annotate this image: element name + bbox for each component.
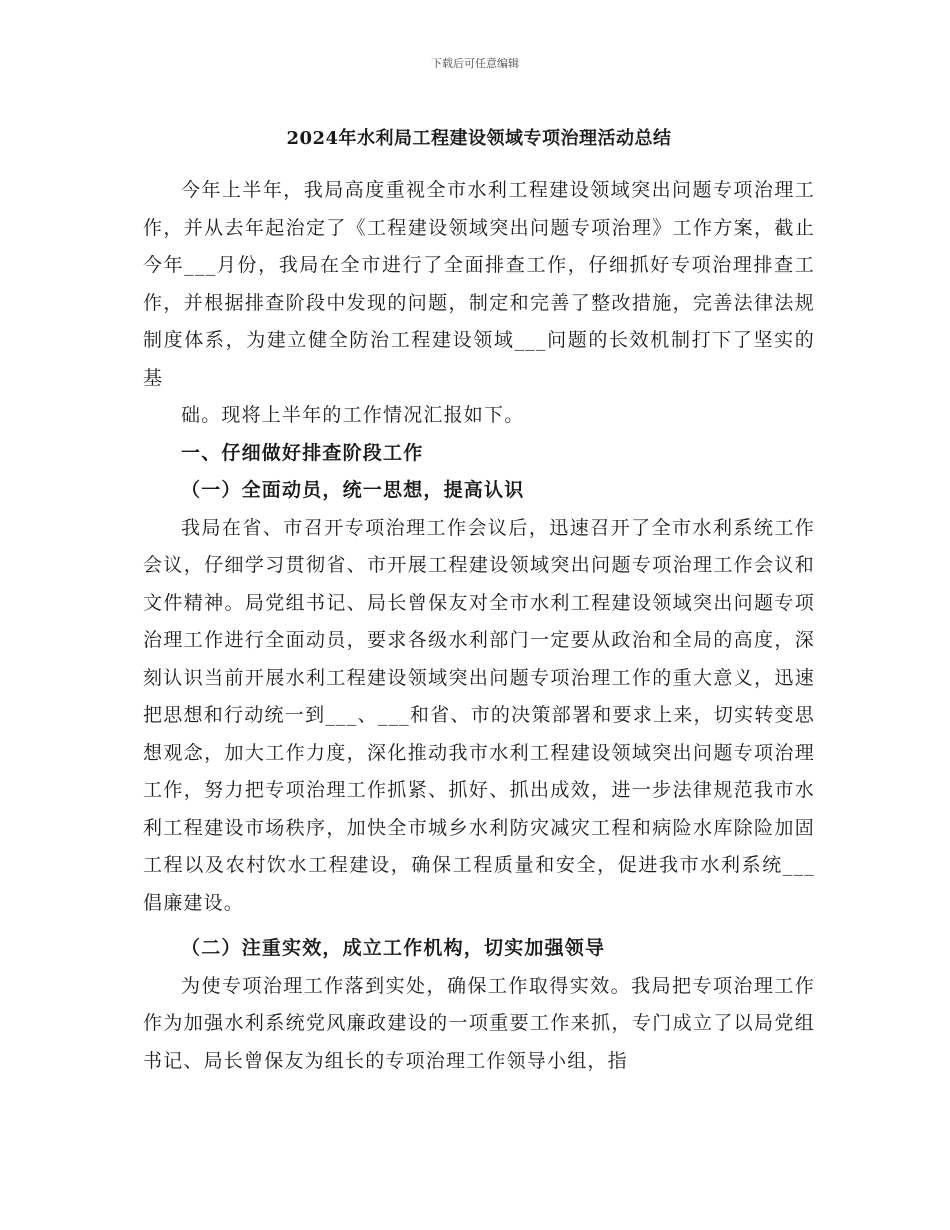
subsection-2-paragraph: 为使专项治理工作落到实处，确保工作取得实效。我局把专项治理工作作为加强水利系统党风廉政建设的一项重要工作来抓，专门成立了以局党组书记、局长曾保友为组长的专项治理工作领导小组，指 <box>143 974 815 1072</box>
subsection-heading-1: （一）全面动员，统一思想，提高认识 <box>181 479 525 501</box>
intro-continuation: 础。现将上半年的工作情况汇报如下。 <box>181 404 525 426</box>
document-title: 2024年水利局工程建设领域专项治理活动总结 <box>286 128 672 149</box>
page-header-note: 下载后可任意编辑 <box>431 57 519 70</box>
document-body <box>143 124 815 1080</box>
intro-paragraph: 今年上半年，我局高度重视全市水利工程建设领域突出问题专项治理工作，并从去年起治定了《工程建设领域突出问题专项治理》工作方案，截止今年___月份，我局在全市进行了全面排查工作，仔细抓好专项治理排查工作，并根据排查阶段中发现的问题，制定和完善了整改措施，完善法律法规制度体系，为建立健全防治工程建设领域___问题的长效机制打下了坚实的基 <box>143 179 815 389</box>
subsection-1-paragraph: 我局在省、市召开专项治理工作会议后，迅速召开了全市水利系统工作会议，仔细学习贯彻省、市开展工程建设领域突出问题专项治理工作会议和文件精神。局党组书记、局长曾保友对全市水利工程建设领域突出问题专项治理工作进行全面动员，要求各级水利部门一定要从政治和全局的高度，深刻认识当前开展水利工程建设领域突出问题专项治理工作的重大意义，迅速把思想和行动统一到___、___和省、市的决策部署和要求上来，切实转变思想观念，加大工作力度，深化推动我市水利工程建设领域突出问题专项治理工作，努力把专项治理工作抓紧、抓好、抓出成效，进一步法律规范我市水利工程建设市场秩序，加快全市城乡水利防灾减灾工程和病险水库除险加固工程以及农村饮水工程建设，确保工程质量和安全，促进我市水利系统___倡廉建设。 <box>143 516 815 914</box>
subsection-heading-2: （二）注重实效，成立工作机构，切实加强领导 <box>181 937 606 959</box>
section-heading-1: 一、仔细做好排查阶段工作 <box>181 441 424 464</box>
